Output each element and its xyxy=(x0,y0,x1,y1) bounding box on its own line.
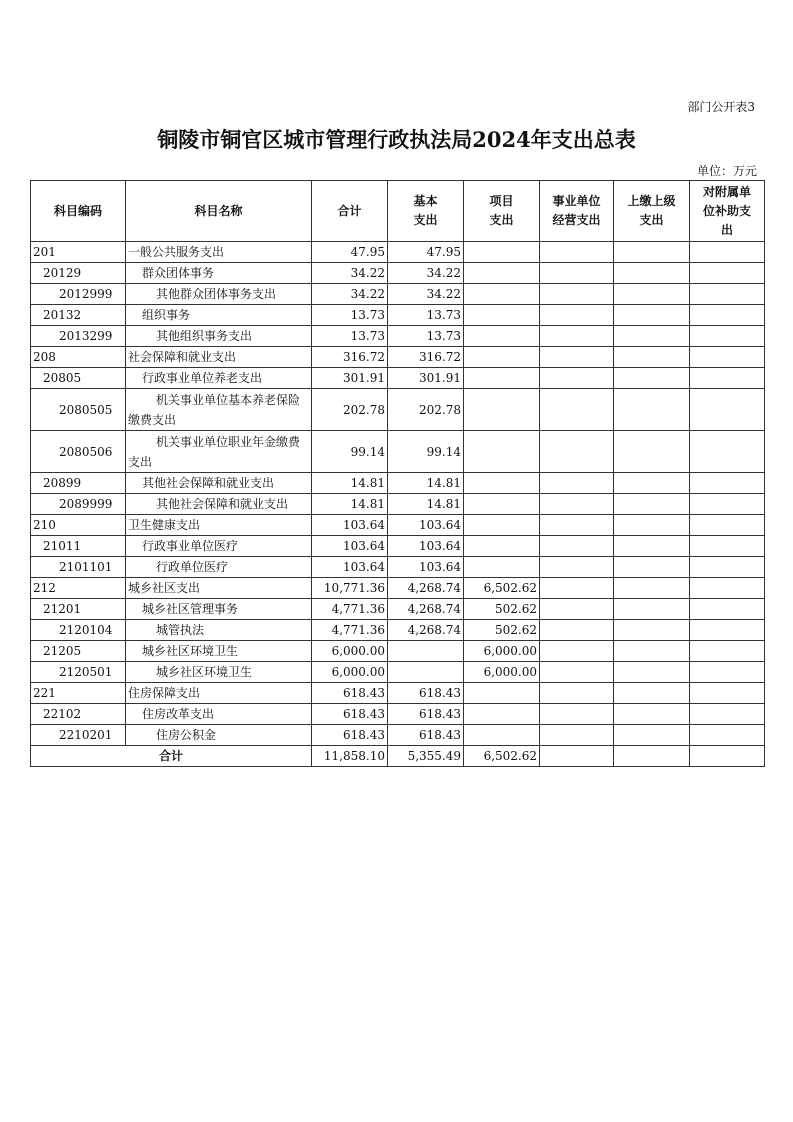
upper-value xyxy=(614,494,690,515)
operating-value xyxy=(540,305,614,326)
subject-code: 2080506 xyxy=(31,431,126,473)
total-value: 99.14 xyxy=(312,431,388,473)
project-value xyxy=(464,368,540,389)
table-row xyxy=(31,368,765,389)
subject-code: 2012999 xyxy=(31,284,126,305)
upper-value xyxy=(614,641,690,662)
operating-value xyxy=(540,389,614,431)
header-name: 科目名称 xyxy=(126,181,312,242)
subject-name: 社会保障和就业支出 xyxy=(126,347,312,368)
upper-value xyxy=(614,704,690,725)
table-row xyxy=(31,704,765,725)
subsidy-value xyxy=(690,515,765,536)
basic-value: 4,268.74 xyxy=(388,599,464,620)
basic-value: 618.43 xyxy=(388,683,464,704)
project-value xyxy=(464,284,540,305)
project-value xyxy=(464,347,540,368)
subject-name: 城乡社区环境卫生 xyxy=(126,641,312,662)
operating-value xyxy=(540,683,614,704)
basic-value: 13.73 xyxy=(388,305,464,326)
project-value: 502.62 xyxy=(464,620,540,641)
subject-name: 一般公共服务支出 xyxy=(126,242,312,263)
operating-value xyxy=(540,599,614,620)
subsidy-value xyxy=(690,431,765,473)
upper-value xyxy=(614,536,690,557)
subsidy-value xyxy=(690,347,765,368)
subject-name: 行政事业单位医疗 xyxy=(126,536,312,557)
upper-value xyxy=(614,368,690,389)
project-value: 6,502.62 xyxy=(464,578,540,599)
upper-value xyxy=(614,662,690,683)
table-row xyxy=(31,389,765,431)
total-value: 34.22 xyxy=(312,284,388,305)
project-value xyxy=(464,263,540,284)
basic-value: 47.95 xyxy=(388,242,464,263)
subject-name: 其他组织事务支出 xyxy=(126,326,312,347)
operating-value xyxy=(540,494,614,515)
grand-total-value: 11,858.10 xyxy=(312,746,388,767)
subject-code: 20805 xyxy=(31,368,126,389)
subject-code: 210 xyxy=(31,515,126,536)
subject-code: 201 xyxy=(31,242,126,263)
basic-value: 103.64 xyxy=(388,557,464,578)
subject-name: 群众团体事务 xyxy=(126,263,312,284)
subsidy-value xyxy=(690,725,765,746)
basic-value: 13.73 xyxy=(388,326,464,347)
subject-code: 20899 xyxy=(31,473,126,494)
total-value: 14.81 xyxy=(312,494,388,515)
upper-value xyxy=(614,578,690,599)
total-value: 618.43 xyxy=(312,704,388,725)
table-row xyxy=(31,599,765,620)
basic-value: 4,268.74 xyxy=(388,620,464,641)
operating-value xyxy=(540,620,614,641)
total-value: 13.73 xyxy=(312,326,388,347)
operating-value xyxy=(540,578,614,599)
document-tag: 部门公开表3 xyxy=(687,100,755,114)
subsidy-value xyxy=(690,494,765,515)
expenditure-table xyxy=(30,180,765,767)
subject-name: 行政单位医疗 xyxy=(126,557,312,578)
upper-value xyxy=(614,326,690,347)
upper-value xyxy=(614,389,690,431)
project-value xyxy=(464,326,540,347)
project-value: 6,000.00 xyxy=(464,641,540,662)
subject-code: 21201 xyxy=(31,599,126,620)
basic-value: 34.22 xyxy=(388,263,464,284)
upper-value xyxy=(614,599,690,620)
subject-code: 20129 xyxy=(31,263,126,284)
upper-value xyxy=(614,725,690,746)
total-value: 301.91 xyxy=(312,368,388,389)
subject-name: 行政事业单位养老支出 xyxy=(126,368,312,389)
project-value xyxy=(464,431,540,473)
subject-name: 城乡社区管理事务 xyxy=(126,599,312,620)
total-value: 316.72 xyxy=(312,347,388,368)
basic-value: 14.81 xyxy=(388,494,464,515)
operating-value xyxy=(540,326,614,347)
upper-value xyxy=(614,557,690,578)
total-value: 103.64 xyxy=(312,557,388,578)
upper-value xyxy=(614,305,690,326)
upper-value xyxy=(614,515,690,536)
subsidy-value xyxy=(690,263,765,284)
operating-value xyxy=(540,725,614,746)
subsidy-value xyxy=(690,683,765,704)
operating-value xyxy=(540,368,614,389)
table-row xyxy=(31,473,765,494)
subject-name: 住房改革支出 xyxy=(126,704,312,725)
subject-code: 2089999 xyxy=(31,494,126,515)
project-value xyxy=(464,389,540,431)
table-row xyxy=(31,242,765,263)
basic-value: 99.14 xyxy=(388,431,464,473)
subject-code: 221 xyxy=(31,683,126,704)
header-subsidy: 对附属单 位补助支 出 xyxy=(690,181,765,242)
total-value: 14.81 xyxy=(312,473,388,494)
table-row xyxy=(31,725,765,746)
project-value xyxy=(464,305,540,326)
operating-value xyxy=(540,536,614,557)
table-row xyxy=(31,683,765,704)
subsidy-value xyxy=(690,662,765,683)
table-row xyxy=(31,662,765,683)
project-value xyxy=(464,242,540,263)
operating-value xyxy=(540,242,614,263)
subsidy-value xyxy=(690,536,765,557)
total-value: 103.64 xyxy=(312,515,388,536)
upper-value xyxy=(614,683,690,704)
subsidy-value xyxy=(690,368,765,389)
header-row xyxy=(31,181,765,242)
subject-code: 2120104 xyxy=(31,620,126,641)
total-value: 6,000.00 xyxy=(312,662,388,683)
operating-value xyxy=(540,704,614,725)
basic-value xyxy=(388,662,464,683)
upper-value xyxy=(614,347,690,368)
subject-name: 住房保障支出 xyxy=(126,683,312,704)
basic-value: 618.43 xyxy=(388,725,464,746)
subsidy-value xyxy=(690,557,765,578)
subject-name: 城乡社区环境卫生 xyxy=(126,662,312,683)
project-value xyxy=(464,494,540,515)
subject-name: 其他社会保障和就业支出 xyxy=(126,494,312,515)
table-row xyxy=(31,326,765,347)
total-value: 47.95 xyxy=(312,242,388,263)
operating-value xyxy=(540,662,614,683)
project-value xyxy=(464,704,540,725)
total-value: 4,771.36 xyxy=(312,599,388,620)
header-upper: 上缴上级 支出 xyxy=(614,181,690,242)
subsidy-value xyxy=(690,641,765,662)
total-value: 34.22 xyxy=(312,263,388,284)
total-row xyxy=(31,746,765,767)
subject-name: 机关事业单位职业年金缴费支出 xyxy=(126,431,312,473)
header-operating: 事业单位 经营支出 xyxy=(540,181,614,242)
basic-value: 202.78 xyxy=(388,389,464,431)
subject-code: 2120501 xyxy=(31,662,126,683)
subject-code: 2013299 xyxy=(31,326,126,347)
basic-value: 301.91 xyxy=(388,368,464,389)
project-value xyxy=(464,536,540,557)
subsidy-value xyxy=(690,326,765,347)
table-row xyxy=(31,305,765,326)
project-value xyxy=(464,473,540,494)
basic-value: 103.64 xyxy=(388,515,464,536)
total-value: 618.43 xyxy=(312,683,388,704)
subject-name: 卫生健康支出 xyxy=(126,515,312,536)
subject-code: 21205 xyxy=(31,641,126,662)
upper-value xyxy=(614,431,690,473)
subject-name: 其他社会保障和就业支出 xyxy=(126,473,312,494)
header-project: 项目 支出 xyxy=(464,181,540,242)
operating-value xyxy=(540,515,614,536)
subsidy-value xyxy=(690,473,765,494)
table-row xyxy=(31,431,765,473)
total-operating-value xyxy=(540,746,614,767)
unit-label: 单位：万元 xyxy=(696,164,757,178)
table-row xyxy=(31,494,765,515)
project-value xyxy=(464,683,540,704)
table-row xyxy=(31,515,765,536)
page-title: 铜陵市铜官区城市管理行政执法局2024年支出总表 xyxy=(157,127,636,152)
total-value: 4,771.36 xyxy=(312,620,388,641)
total-label: 合计 xyxy=(31,746,312,767)
upper-value xyxy=(614,242,690,263)
project-value: 6,000.00 xyxy=(464,662,540,683)
upper-value xyxy=(614,284,690,305)
operating-value xyxy=(540,263,614,284)
upper-value xyxy=(614,620,690,641)
total-value: 103.64 xyxy=(312,536,388,557)
subject-code: 208 xyxy=(31,347,126,368)
header-total: 合计 xyxy=(312,181,388,242)
project-value: 502.62 xyxy=(464,599,540,620)
basic-value: 316.72 xyxy=(388,347,464,368)
project-value xyxy=(464,557,540,578)
subject-code: 2210201 xyxy=(31,725,126,746)
subsidy-value xyxy=(690,599,765,620)
subject-code: 20132 xyxy=(31,305,126,326)
project-value xyxy=(464,515,540,536)
basic-value: 618.43 xyxy=(388,704,464,725)
basic-value xyxy=(388,641,464,662)
basic-value: 103.64 xyxy=(388,536,464,557)
subject-name: 住房公积金 xyxy=(126,725,312,746)
subject-code: 2101101 xyxy=(31,557,126,578)
table-row xyxy=(31,620,765,641)
basic-value: 14.81 xyxy=(388,473,464,494)
subsidy-value xyxy=(690,704,765,725)
subsidy-value xyxy=(690,620,765,641)
subject-code: 2080505 xyxy=(31,389,126,431)
subject-code: 22102 xyxy=(31,704,126,725)
header-code: 科目编码 xyxy=(31,181,126,242)
total-project-value: 6,502.62 xyxy=(464,746,540,767)
operating-value xyxy=(540,347,614,368)
basic-value: 4,268.74 xyxy=(388,578,464,599)
subject-name: 城乡社区支出 xyxy=(126,578,312,599)
subsidy-value xyxy=(690,305,765,326)
subject-name: 机关事业单位基本养老保险缴费支出 xyxy=(126,389,312,431)
subsidy-value xyxy=(690,284,765,305)
subsidy-value xyxy=(690,389,765,431)
table-row xyxy=(31,557,765,578)
total-value: 13.73 xyxy=(312,305,388,326)
operating-value xyxy=(540,473,614,494)
project-value xyxy=(464,725,540,746)
subject-name: 其他群众团体事务支出 xyxy=(126,284,312,305)
total-value: 618.43 xyxy=(312,725,388,746)
table-row xyxy=(31,284,765,305)
subject-code: 212 xyxy=(31,578,126,599)
operating-value xyxy=(540,284,614,305)
operating-value xyxy=(540,557,614,578)
subject-name: 城管执法 xyxy=(126,620,312,641)
total-subsidy-value xyxy=(690,746,765,767)
operating-value xyxy=(540,431,614,473)
table-row xyxy=(31,263,765,284)
upper-value xyxy=(614,263,690,284)
total-basic-value: 5,355.49 xyxy=(388,746,464,767)
table-row xyxy=(31,536,765,557)
subject-code: 21011 xyxy=(31,536,126,557)
total-value: 10,771.36 xyxy=(312,578,388,599)
total-value: 6,000.00 xyxy=(312,641,388,662)
total-value: 202.78 xyxy=(312,389,388,431)
table-row xyxy=(31,347,765,368)
basic-value: 34.22 xyxy=(388,284,464,305)
operating-value xyxy=(540,641,614,662)
total-upper-value xyxy=(614,746,690,767)
upper-value xyxy=(614,473,690,494)
subsidy-value xyxy=(690,242,765,263)
table-row xyxy=(31,641,765,662)
subsidy-value xyxy=(690,578,765,599)
table-row xyxy=(31,578,765,599)
subject-name: 组织事务 xyxy=(126,305,312,326)
header-basic: 基本 支出 xyxy=(388,181,464,242)
